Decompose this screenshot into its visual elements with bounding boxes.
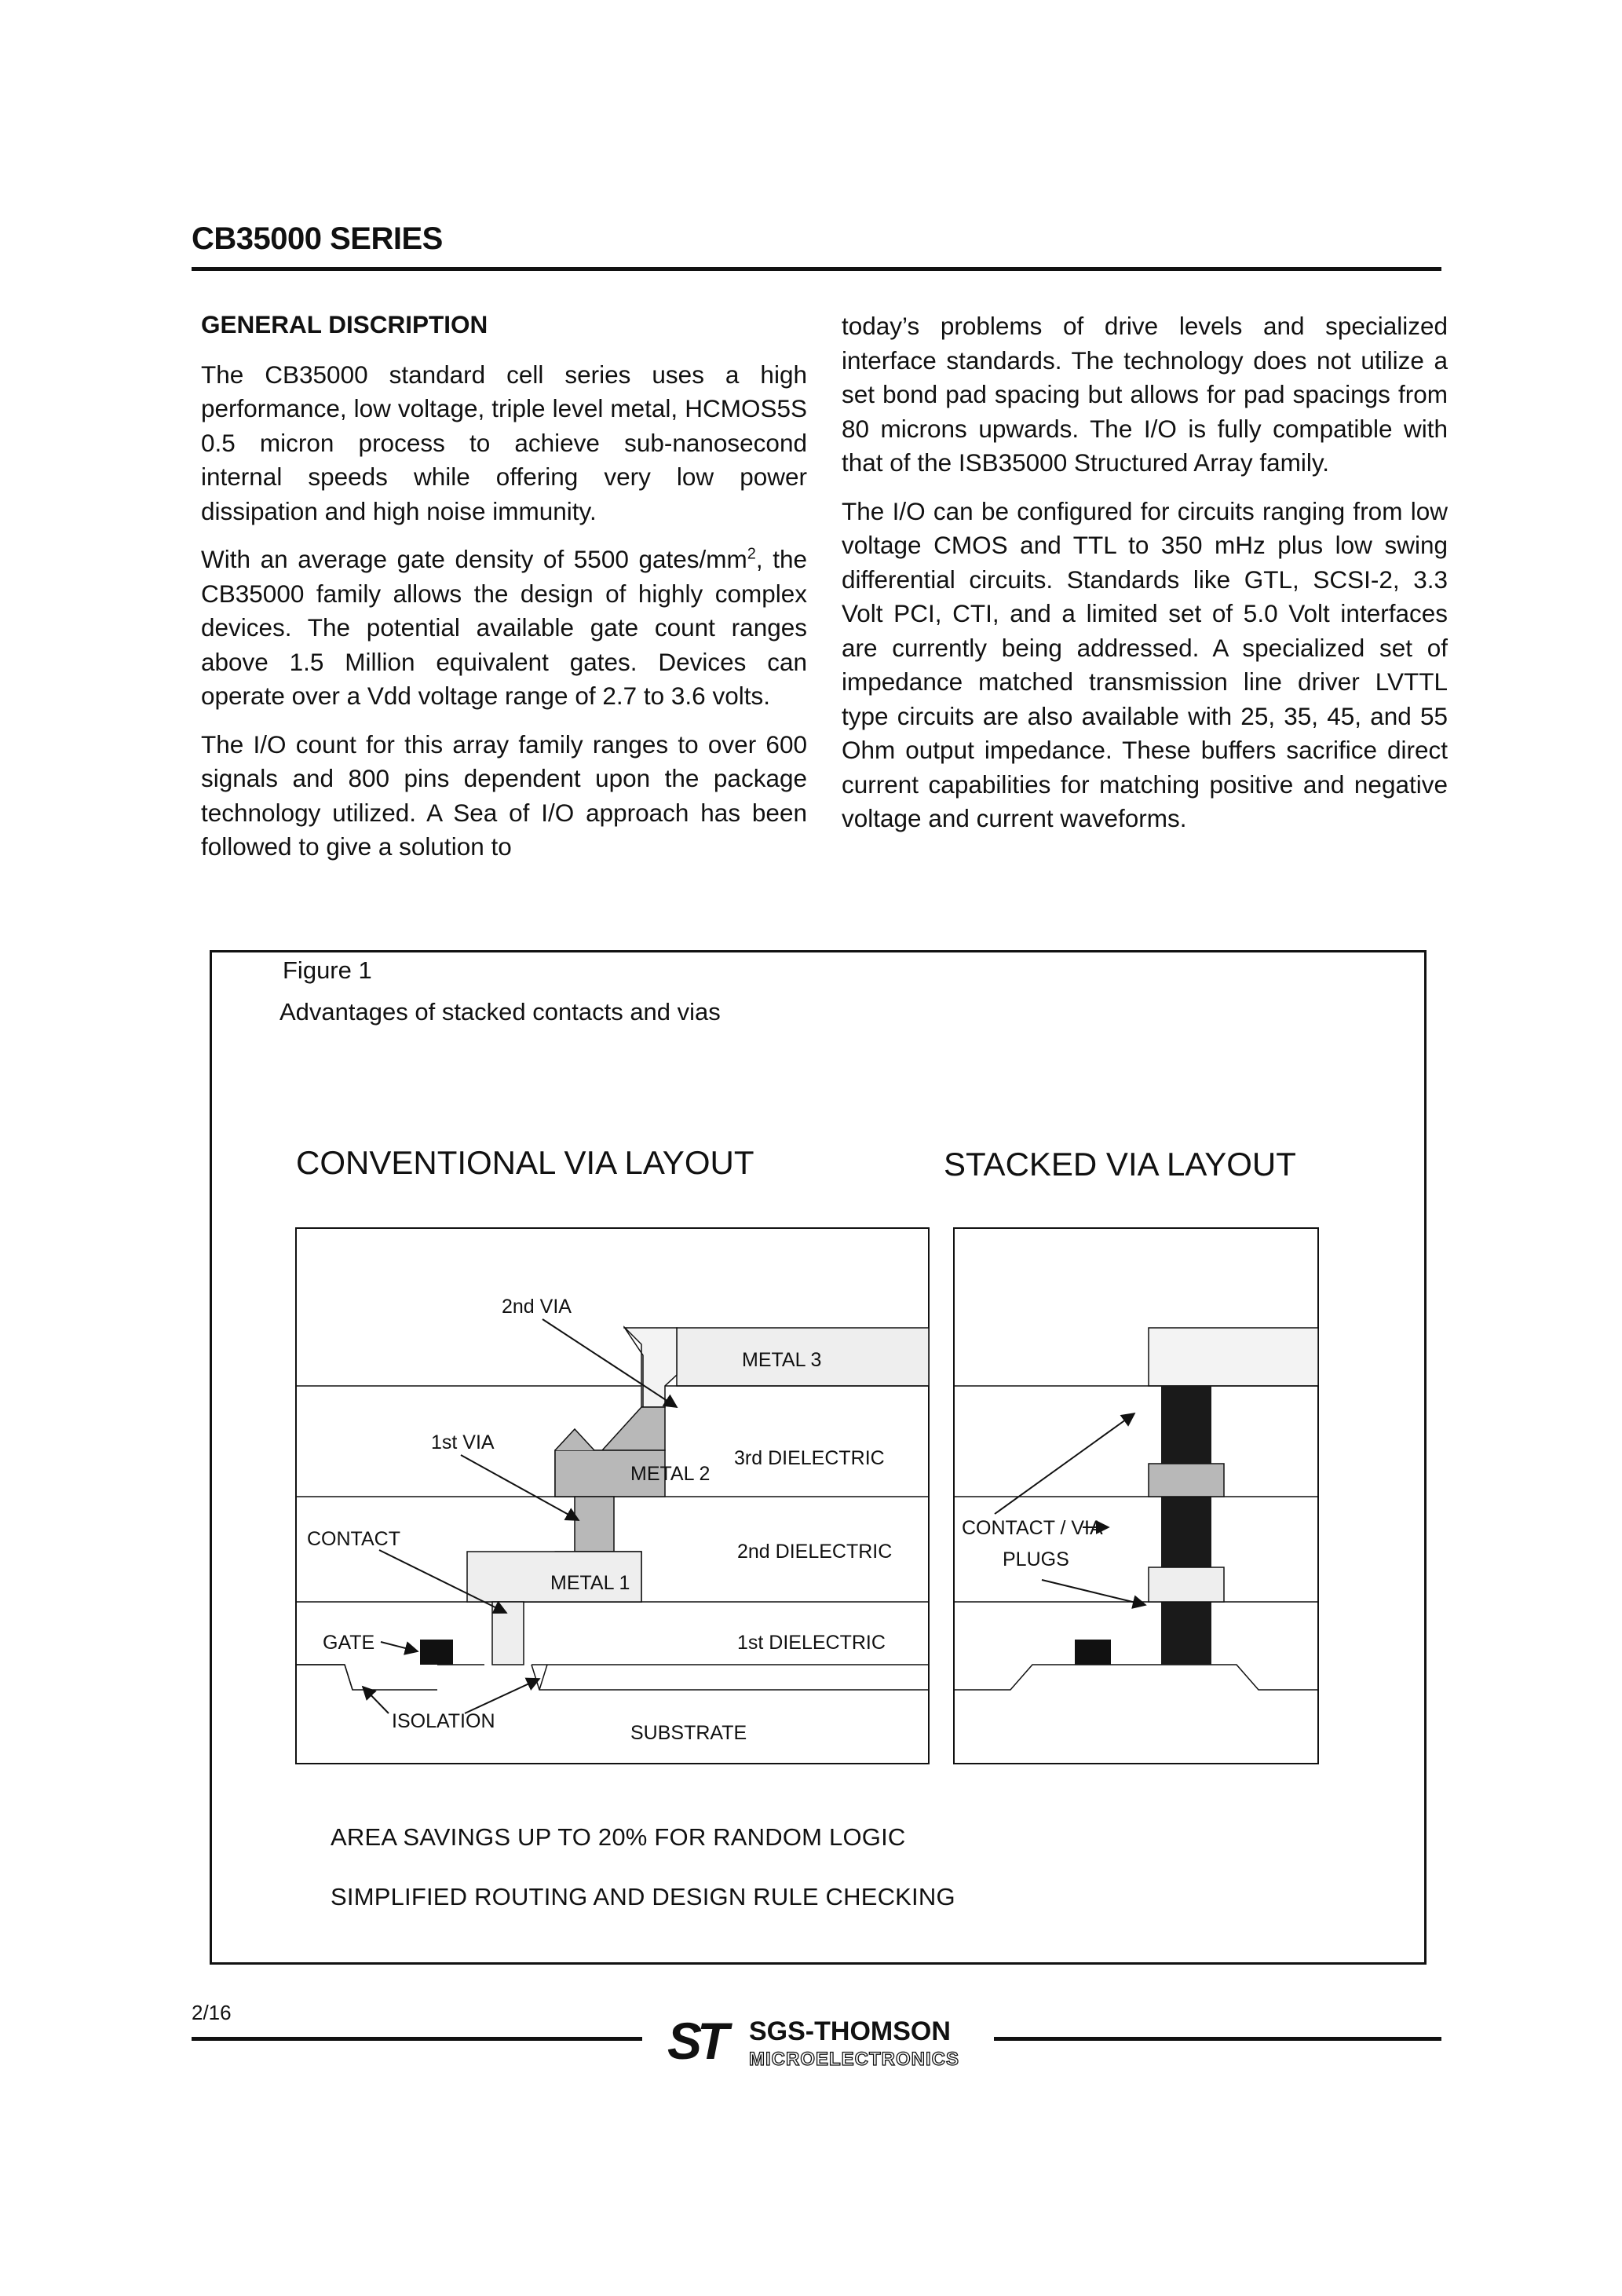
density-superscript: 2: [747, 545, 756, 563]
logo-st-mark: ST: [667, 2012, 725, 2070]
gate-block: [420, 1640, 453, 1665]
label-via2: 2nd VIA: [502, 1296, 572, 1318]
left-column: [201, 308, 807, 879]
figure-note-routing: SIMPLIFIED ROUTING AND DESIGN RULE CHECKING: [331, 1883, 955, 1910]
label-metal3: METAL 3: [742, 1349, 822, 1371]
logo-company-name: SGS-THOMSON: [749, 2016, 951, 2046]
figure-label: Figure 1: [283, 956, 372, 984]
logo-company-sub: MICROELECTRONICS: [749, 2049, 959, 2070]
label-via1: 1st VIA: [431, 1431, 495, 1453]
paragraph-interface: today’s problems of drive levels and specialized interface standards. The technology does not utilize a set bond pad spacing but allows for pad spacings from 80 microns upwards. The I/O is fully compatible with that of the ISB35000 Structured Array family.: [842, 312, 1448, 477]
paragraph-io-count: The I/O count for this array family ranges to over 600 signals and 800 pins dependent upon the package technology utilized. A Sea of I/O approach has been followed to give a solution to: [201, 729, 807, 861]
page-number: 2/16: [192, 2001, 232, 2024]
stacked-plug-column: [1161, 1386, 1211, 1665]
label-gate: GATE: [323, 1632, 375, 1654]
via1-shape: [575, 1497, 614, 1552]
conventional-title: CONVENTIONAL VIA LAYOUT: [296, 1144, 754, 1181]
label-metal2: METAL 2: [630, 1463, 711, 1485]
label-dielectric2: 2nd DIELECTRIC: [737, 1541, 893, 1563]
density-text-end: , the CB35000 family allows the design of highly complex devices. The potential available gate count ranges above 1.5 Million equivalent gates. Devices can operate over a Vdd voltage range of 2.7 to 3.6 volts.: [201, 545, 807, 710]
density-text-start: With an average gate density of 5500 gates/mm: [201, 545, 747, 573]
label-contact: CONTACT: [307, 1528, 400, 1550]
label-dielectric1: 1st DIELECTRIC: [737, 1632, 886, 1654]
label-plugs-line2: PLUGS: [1003, 1548, 1069, 1570]
stacked-metal3: [1149, 1328, 1318, 1386]
label-metal1: METAL 1: [550, 1572, 630, 1594]
stacked-metal2-pad: [1149, 1464, 1224, 1497]
stacked-title: STACKED VIA LAYOUT: [944, 1146, 1296, 1183]
paragraph-density: [201, 543, 807, 714]
footer-rule-left: [192, 2037, 642, 2041]
paragraph-io-config: The I/O can be configured for circuits ranging from low voltage CMOS and TTL to 350 mHz plus low swing differential circuits. Standards like GTL, SCSI-2, 3.3 Volt PCI, CTI, and a limited set of 5.0 Volt interfaces are currently being addressed. A specialized set of impedance matched transmission line driver LVTTL type circuits are also available with 25, 35, 45, and 55 Ohm output impedance. These buffers sacrifice direct current capabilities for matching positive and negative voltage and current waveforms.: [842, 496, 1448, 832]
figure-caption: Advantages of stacked contacts and vias: [279, 998, 721, 1026]
stacked-gate-block: [1075, 1640, 1111, 1665]
header-rule: [192, 267, 1441, 271]
right-column: [842, 309, 1448, 850]
contact-plug: [492, 1602, 524, 1665]
page-header-title: CB35000 SERIES: [192, 221, 443, 256]
section-heading: GENERAL DISCRIPTION: [201, 310, 488, 338]
label-plugs-line1: CONTACT / VIA: [962, 1517, 1103, 1539]
conventional-panel: [296, 1228, 929, 1764]
stacked-panel: [954, 1228, 1318, 1764]
label-dielectric3: 3rd DIELECTRIC: [734, 1447, 885, 1469]
label-isolation: ISOLATION: [392, 1710, 495, 1732]
label-substrate: SUBSTRATE: [630, 1722, 747, 1744]
paragraph-intro: The CB35000 standard cell series uses a high performance, low voltage, triple level metal, HCMOS5S 0.5 micron process to achieve sub-nanosecond internal speeds while offering very low power dissipation and high noise immunity.: [201, 360, 807, 525]
stacked-metal1-pad: [1149, 1567, 1224, 1602]
footer-rule-right: [994, 2037, 1441, 2041]
via-layout-diagram: [210, 1131, 1427, 1940]
sgs-thomson-logo: [667, 2012, 981, 2075]
figure-note-area-savings: AREA SAVINGS UP TO 20% FOR RANDOM LOGIC: [331, 1823, 906, 1851]
